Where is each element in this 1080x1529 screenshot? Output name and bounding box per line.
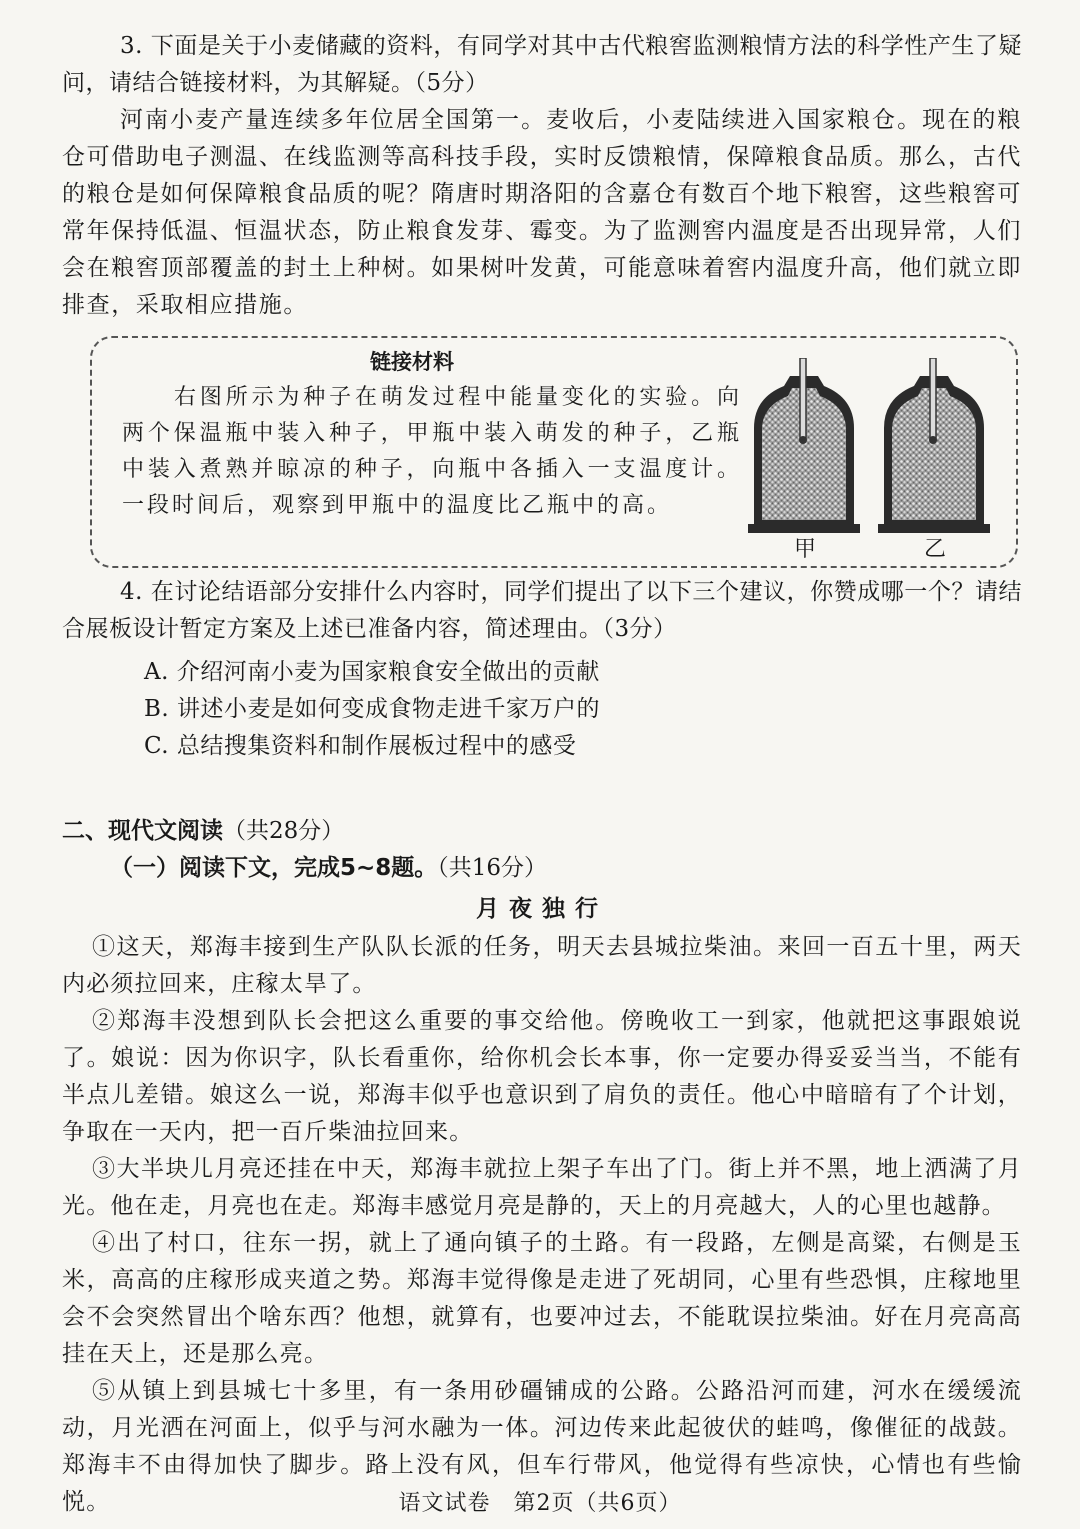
- question-3-prompt: 3. 下面是关于小麦储藏的资料，有同学对其中古代粮窖监测粮情方法的科学性产生了疑问，请结合链接材料，为其解疑。（5分）: [62, 33, 1022, 96]
- section-2-score: （共28分）: [223, 818, 345, 844]
- link-material-box: [90, 336, 1018, 568]
- article-paragraph: ⑤从镇上到县城七十多里，有一条用砂礓铺成的公路。公路沿河而建，河水在缓缓流动，月光洒在河面上，似乎与河水融为一体。河边传来此起彼伏的蛙鸣，像催征的战鼓。郑海丰不由得加快了脚步。路上没有风，但车行带风，他觉得有些凉快，心情也有些愉悦。: [62, 1378, 1022, 1515]
- thermos-flasks-illustration: [744, 358, 1014, 533]
- article-paragraph: ②郑海丰没想到队长会把这么重要的事交给他。傍晚收工一到家，他就把这事跟娘说了。娘说：因为你识字，队长看重你，给你机会长本事，你一定要办得妥妥当当，不能有半点儿差错。娘这么一说，郑海丰似乎也意识到了肩负的责任。他心中暗暗有了个计划，争取在一天内，把一百斤柴油拉回来。: [62, 1008, 1022, 1145]
- section-2-title: 二、现代文阅读: [62, 818, 223, 844]
- flask-a-icon: [748, 358, 860, 533]
- subsection-1-score: （共16分）: [437, 855, 548, 881]
- link-material-text: 右图所示为种子在萌发过程中能量变化的实验。向两个保温瓶中装入种子，甲瓶中装入萌发的种子，乙瓶中装入煮熟并晾凉的种子，向瓶中各插入一支温度计。一段时间后，观察到甲瓶中的温度比乙瓶中的高。: [122, 385, 742, 518]
- article-title: 月夜独行: [476, 896, 608, 922]
- option-a: A. 介绍河南小麦为国家粮食安全做出的贡献: [144, 659, 600, 685]
- link-material-title: 链接材料: [370, 350, 454, 374]
- option-c: C. 总结搜集资料和制作展板过程中的感受: [144, 733, 577, 759]
- exam-page: [62, 28, 1022, 1521]
- flask-a-label: 甲: [794, 537, 817, 562]
- article-paragraph: ④出了村口，往东一拐，就上了通向镇子的土路。有一段路，左侧是高粱，右侧是玉米，高高的庄稼形成夹道之势。郑海丰觉得像是走进了死胡同，心里有些恐惧，庄稼地里会不会突然冒出个啥东西？他想，就算有，也要冲过去，不能耽误拉柴油。好在月亮高高挂在天上，还是那么亮。: [62, 1230, 1022, 1367]
- flask-b-icon: [878, 358, 990, 533]
- thermos-flask-figure: [744, 358, 1014, 568]
- subsection-1-heading: [62, 850, 1022, 887]
- question-4-prompt: 4. 在讨论结语部分安排什么内容时，同学们提出了以下三个建议，你赞成哪一个？请结合展板设计暂定方案及上述已准备内容，简述理由。（3分）: [62, 579, 1022, 642]
- article-paragraph: ①这天，郑海丰接到生产队队长派的任务，明天去县城拉柴油。来回一百五十里，两天内必须拉回来，庄稼太旱了。: [62, 934, 1022, 997]
- option-b: B. 讲述小麦是如何变成食物走进千家万户的: [144, 696, 601, 722]
- flask-b-label: 乙: [924, 537, 947, 562]
- question-4-options: [62, 654, 1022, 765]
- page-footer: 语文试卷 第2页（共6页）: [398, 1491, 682, 1516]
- section-2-heading: [62, 813, 1022, 850]
- subsection-1-title: （一）阅读下文，完成5~8题。: [110, 855, 438, 881]
- article-paragraph: ③大半块儿月亮还挂在中天，郑海丰就拉上架子车出了门。街上并不黑，地上洒满了月光。他在走，月亮也在走。郑海丰感觉月亮是静的，天上的月亮越大，人的心里也越静。: [62, 1156, 1022, 1219]
- wheat-storage-passage: 河南小麦产量连续多年位居全国第一。麦收后，小麦陆续进入国家粮仓。现在的粮仓可借助电子测温、在线监测等高科技手段，实时反馈粮情，保障粮食品质。那么，古代的粮仓是如何保障粮食品质的呢？隋唐时期洛阳的含嘉仓有数百个地下粮窖，这些粮窖可常年保持低温、恒温状态，防止粮食发芽、霉变。为了监测窖内温度是否出现异常，人们会在粮窖顶部覆盖的封土上种树。如果树叶发黄，可能意味着窖内温度升高，他们就立即排查，采取相应措施。: [62, 107, 1022, 318]
